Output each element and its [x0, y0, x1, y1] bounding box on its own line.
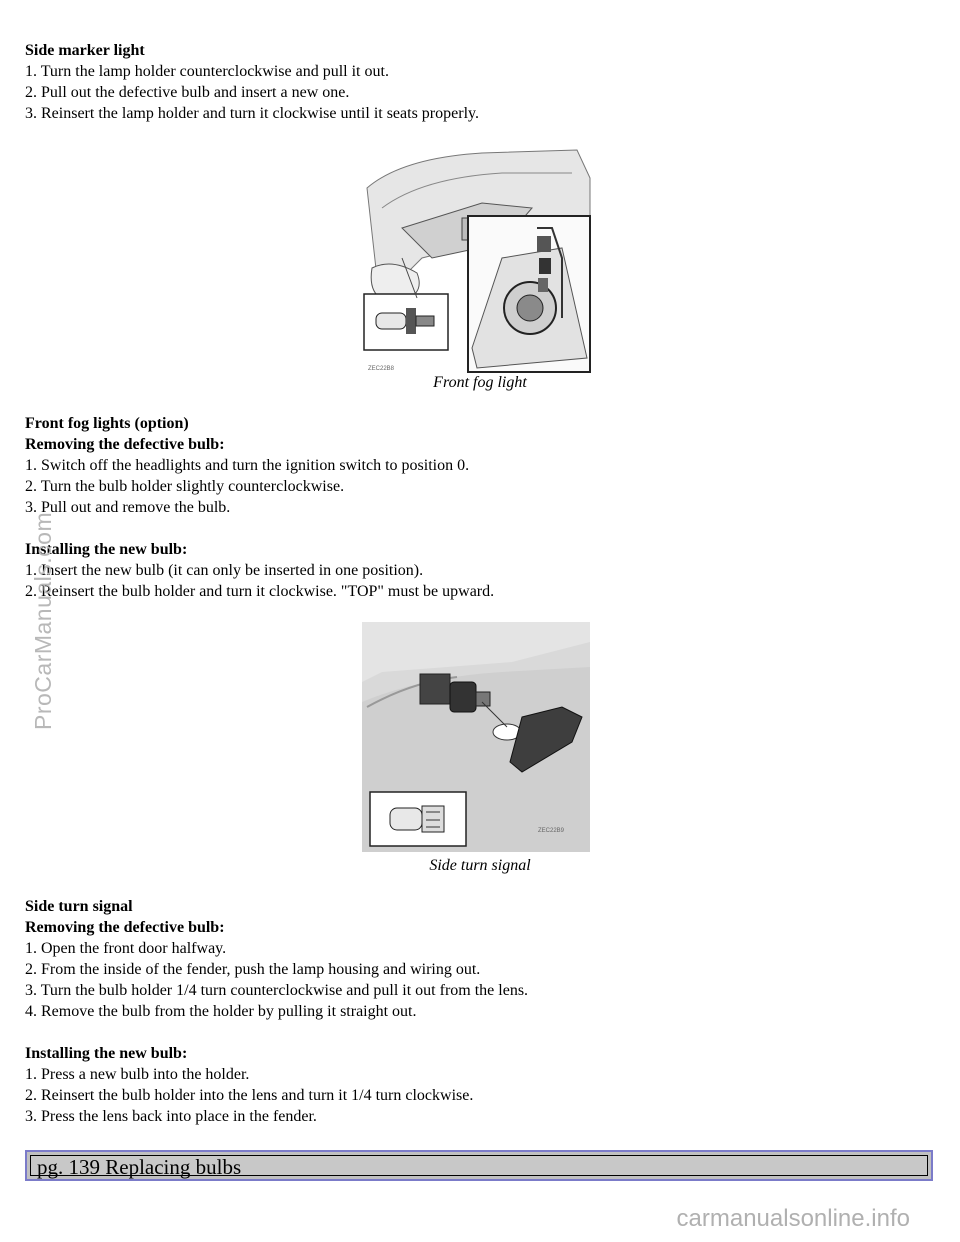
section-heading: Side marker light	[25, 42, 145, 59]
step-item: 3. Reinsert the lamp holder and turn it clockwise until it seats properly.	[25, 105, 479, 122]
svg-text:ZEC22B8: ZEC22B8	[368, 366, 395, 372]
front-fog-light-illustration	[362, 148, 592, 374]
page-label: pg. 139 Replacing bulbs	[30, 1155, 928, 1176]
section-heading: Side turn signal	[25, 898, 133, 915]
step-item: 3. Pull out and remove the bulb.	[25, 499, 231, 516]
bottom-watermark: carmanualsonline.info	[676, 1205, 910, 1232]
step-item: 2. Turn the bulb holder slightly counterclockwise.	[25, 478, 345, 495]
step-item: 1. Insert the new bulb (it can only be inserted in one position).	[25, 562, 424, 579]
subheading: Installing the new bulb:	[25, 1045, 188, 1062]
step-item: 2. Reinsert the bulb holder and turn it clockwise. "TOP" must be upward.	[25, 583, 495, 600]
step-item: 1. Press a new bulb into the holder.	[25, 1066, 250, 1083]
step-item: 2. From the inside of the fender, push the lamp housing and wiring out.	[25, 961, 481, 978]
step-item: 1. Open the front door halfway.	[25, 940, 227, 957]
step-item: 1. Switch off the headlights and turn the ignition switch to position 0.	[25, 457, 470, 474]
step-item: 1. Turn the lamp holder counterclockwise and pull it out.	[25, 63, 389, 80]
step-item: 3. Press the lens back into place in the fender.	[25, 1108, 317, 1125]
figure-caption: Front fog light	[433, 374, 527, 391]
side-turn-signal-illustration	[362, 622, 590, 852]
step-item: 3. Turn the bulb holder 1/4 turn counterclockwise and pull it out from the lens.	[25, 982, 529, 999]
figure-caption: Side turn signal	[429, 857, 531, 874]
step-item: 4. Remove the bulb from the holder by pulling it straight out.	[25, 1003, 417, 1020]
step-item: 2. Reinsert the bulb holder into the lens and turn it 1/4 turn clockwise.	[25, 1087, 474, 1104]
subheading: Removing the defective bulb:	[25, 919, 225, 936]
side-watermark: ProCarManuals.com	[30, 511, 56, 730]
step-item: 2. Pull out the defective bulb and insert a new one.	[25, 84, 350, 101]
subheading: Installing the new bulb:	[25, 541, 188, 558]
subheading: Removing the defective bulb:	[25, 436, 225, 453]
side-turn-signal-section	[25, 896, 528, 1127]
page-footer	[25, 1150, 933, 1181]
front-fog-section	[25, 413, 494, 602]
side-marker-section	[25, 40, 479, 124]
svg-text:ZEC22B9: ZEC22B9	[538, 828, 565, 834]
section-heading: Front fog lights (option)	[25, 415, 189, 432]
